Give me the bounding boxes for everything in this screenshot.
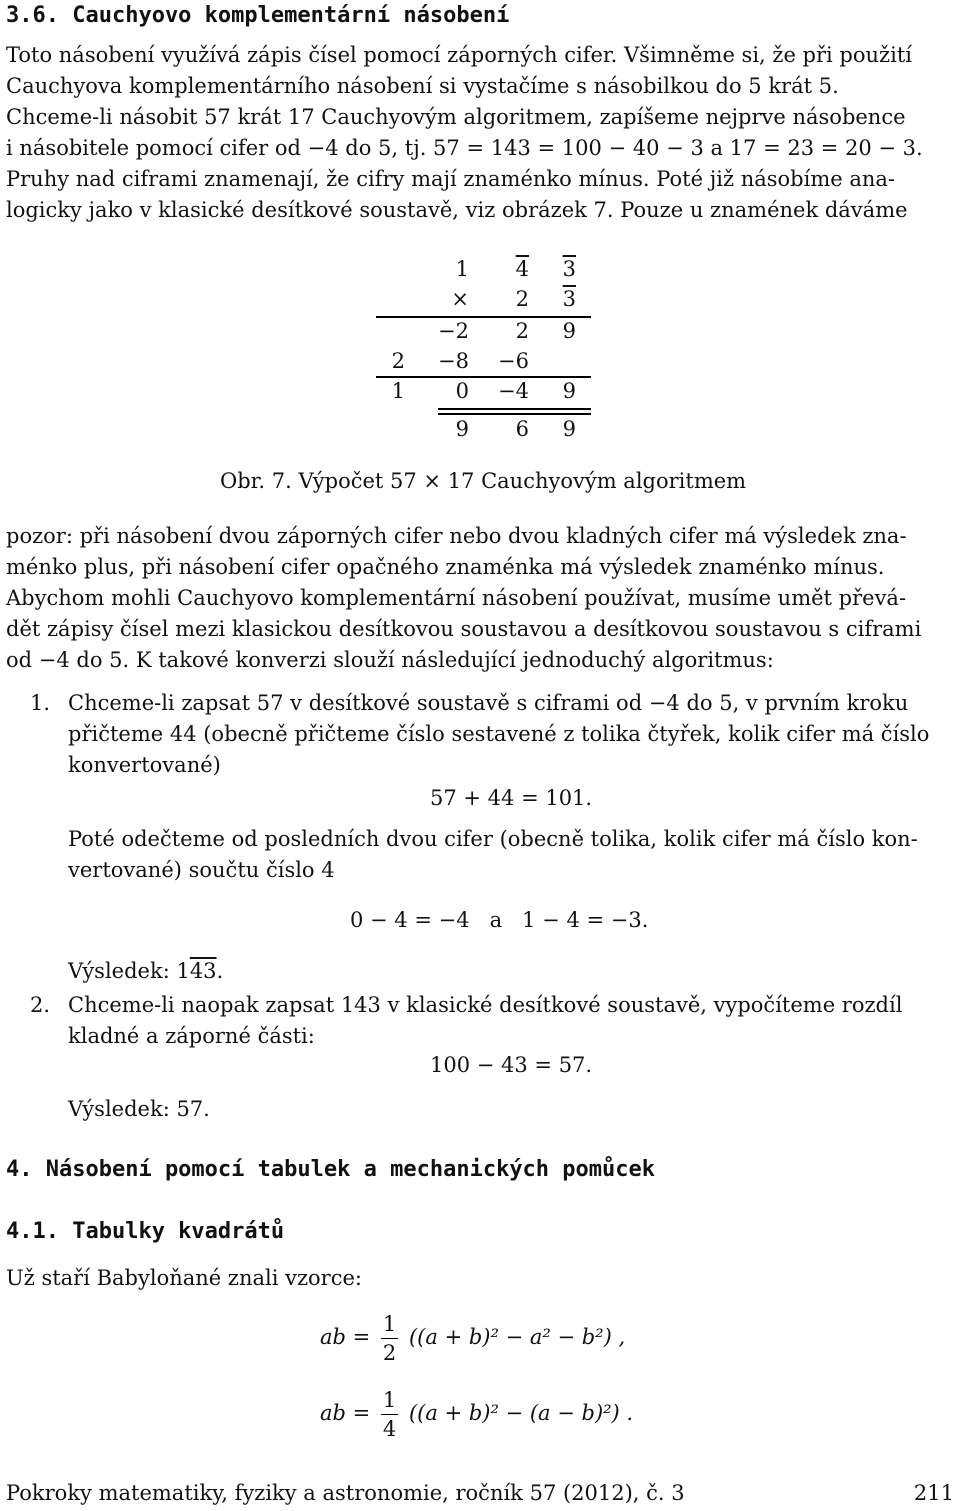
digit: 6 xyxy=(515,417,529,441)
section-heading: 3.6. Cauchyovo komplementární násobení xyxy=(6,3,510,28)
digit: −6 xyxy=(498,349,529,373)
text-line: Cauchyova komplementárního násobení si vystačíme s násobilkou do 5 krát 5. xyxy=(6,74,839,98)
paragraph-babylon: Už staří Babyloňané znali vzorce: xyxy=(6,1266,362,1290)
text-line: přičteme 44 (obecně přičteme číslo sestavené z tolika čtyřek, kolik cifer má číslo xyxy=(68,722,930,746)
text-line: Toto násobení využívá zápis čísel pomocí záporných cifer. Všimněme si, že při použití xyxy=(6,43,912,67)
item-number: 1. xyxy=(30,691,51,715)
formula-1 xyxy=(320,1310,625,1367)
figure-caption: Obr. 7. Výpočet 57 × 17 Cauchyovým algoritmem xyxy=(220,469,747,493)
text-line: Chceme-li zapsat 57 v desítkové soustavě s ciframi od −4 do 5, v prvním kroku xyxy=(68,691,909,715)
text-line: Pruhy nad ciframi znamenají, že cifry mají znaménko mínus. Poté již násobíme ana- xyxy=(6,167,895,191)
fraction-denominator: 4 xyxy=(382,1417,397,1441)
fraction-numerator: 1 xyxy=(381,1310,398,1339)
digit-negative: 3 xyxy=(562,287,576,311)
digit: 2 xyxy=(515,319,529,343)
fraction-denominator: 2 xyxy=(382,1341,397,1365)
text-line: ménko plus, při násobení cifer opačného znaménka má výsledek znaménko mínus. xyxy=(6,555,885,579)
times-sign: × xyxy=(451,287,469,311)
subsection-heading: 4.1. Tabulky kvadrátů xyxy=(6,1219,285,1244)
item-number: 2. xyxy=(30,993,51,1017)
item-2-text xyxy=(68,990,954,1052)
result-value: 43 xyxy=(189,959,217,983)
result-label: Výsledek: 1 xyxy=(68,959,190,983)
fraction xyxy=(381,1386,398,1443)
text-line: Chceme-li násobit 57 krát 17 Cauchyovým algoritmem, zapíšeme nejprve násobence xyxy=(6,105,906,129)
digit: 9 xyxy=(455,417,469,441)
formula-rhs: ((a + b)² − (a − b)²) . xyxy=(408,1401,634,1425)
paragraph-signs xyxy=(6,521,954,676)
rule-line xyxy=(438,408,591,410)
text-line: Poté odečteme od posledních dvou cifer (obecně tolika, kolik cifer má číslo kon- xyxy=(68,827,918,851)
digit-negative: 3 xyxy=(562,257,576,281)
item-1-text xyxy=(68,688,954,781)
text-line: Abychom mohli Cauchyovo komplementární násobení používat, musíme umět převá- xyxy=(6,586,907,610)
text-line: Chceme-li naopak zapsat 143 v klasické desítkové soustavě, vypočíteme rozdíl xyxy=(68,993,903,1017)
formula-rhs: ((a + b)² − a² − b²) , xyxy=(408,1325,626,1349)
chapter-heading: 4. Násobení pomocí tabulek a mechanických pomůcek xyxy=(6,1157,656,1182)
digit: 9 xyxy=(562,417,576,441)
digit-negative: 4 xyxy=(515,257,529,281)
fraction xyxy=(381,1310,398,1367)
page-footer xyxy=(6,1478,954,1509)
text-line: dět zápisy čísel mezi klasickou desítkovou soustavou a desítkovou soustavou s ciframi xyxy=(6,617,922,641)
item-1-text-2 xyxy=(68,824,954,886)
text-line: kladné a záporné části: xyxy=(68,1024,315,1048)
formula-lhs: ab = xyxy=(320,1325,371,1349)
equation: 57 + 44 = 101. xyxy=(430,786,593,810)
digit: 1 xyxy=(391,379,405,403)
multiplication-figure xyxy=(376,248,591,458)
text-line: logicky jako v klasické desítkové soustavě, viz obrázek 7. Pouze u znamének dáváme xyxy=(6,198,908,222)
digit: 0 xyxy=(455,379,469,403)
digit: 2 xyxy=(391,349,405,373)
journal-citation: Pokroky matematiky, fyziky a astronomie, ročník 57 (2012), č. 3 xyxy=(6,1481,685,1505)
equation: 0 − 4 = −4 a 1 − 4 = −3. xyxy=(350,908,649,932)
digit: −8 xyxy=(438,349,469,373)
text-line: vertované) součtu číslo 4 xyxy=(68,858,335,882)
digit: −2 xyxy=(438,319,469,343)
text-line: konvertované) xyxy=(68,753,221,777)
item-2-result: Výsledek: 57. xyxy=(68,1097,210,1121)
page xyxy=(6,0,954,1511)
formula-2 xyxy=(320,1386,633,1443)
result-end: . xyxy=(216,959,224,983)
fraction-numerator: 1 xyxy=(381,1386,398,1415)
digit: 9 xyxy=(562,319,576,343)
formula-lhs: ab = xyxy=(320,1401,371,1425)
text-line: i násobitele pomocí cifer od −4 do 5, tj. 57 = 143 = 100 − 40 − 3 a 17 = 23 = 20 − 3. xyxy=(6,136,923,160)
item-1-result xyxy=(68,956,954,987)
digit: 2 xyxy=(515,287,529,311)
digit: −4 xyxy=(498,379,529,403)
paragraph-intro xyxy=(6,40,954,226)
equation: 100 − 43 = 57. xyxy=(430,1053,593,1077)
text-line: pozor: při násobení dvou záporných cifer nebo dvou kladných cifer má výsledek zna- xyxy=(6,524,907,548)
digit: 1 xyxy=(455,257,469,281)
page-number: 211 xyxy=(913,1481,954,1505)
digit: 9 xyxy=(562,379,576,403)
text-line: od −4 do 5. K takové konverzi slouží následující jednoduchý algoritmus: xyxy=(6,648,774,672)
